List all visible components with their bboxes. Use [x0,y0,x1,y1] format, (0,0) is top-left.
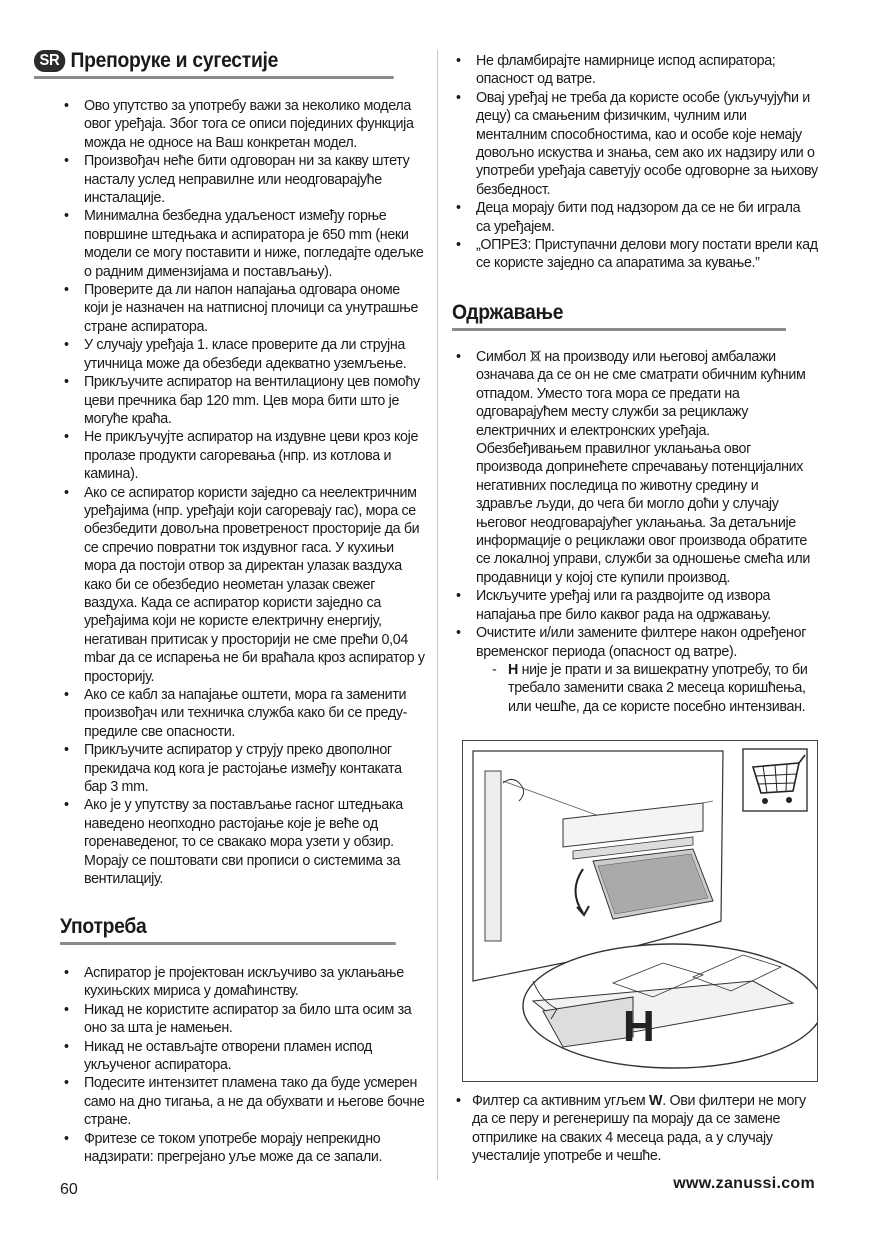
usage-list [60,964,425,1166]
language-badge: SR [34,50,65,72]
list-item: • Проверите да ли напон напајања одговара ономе који је назначен на натписној плочици са унутрашње стране аспиратора. [60,281,425,336]
section-title: Употреба [60,915,147,938]
list-item: • Произвођач неће бити одговоран ни за какву штету насталу услед неправилне или неодговарајуће инсталације. [60,152,425,207]
list-item: • Аспиратор је пројектован искључиво за уклањање кухињских мириса у домаћинству. [60,964,425,1001]
maintenance-list [452,348,818,716]
list-item: • Минимална безбедна удаљеност између горње површине штедњака и аспиратора је 650 mm (неки модели се могу поставити и ниже, погледајте одељке о радним димензијама и постављању). [60,207,425,281]
list-item [452,1092,818,1166]
section-heading-maintenance [452,300,786,331]
section-title: Препоруке и сугестије [70,49,279,72]
list-item: • Не фламбирајте намирнице испод аспиратора; опасност од ватре. [452,52,818,89]
list-item: • Прикључите аспиратор на вентилациону цев помоћу цеви пречника бар 120 mm. Цев мора бити што је могуће краћа. [60,373,425,428]
list-item: • Подесите интензитет пламена тако да буде усмерен само на дно тигања, а не да обухвати и његове бочне стране. [60,1074,425,1129]
sub-item-text: није је прати и за вишекратну употребу, то би требало заменити свака 2 месеца коришћења, или чешће, да се користе посебно интензиван. [508,661,808,715]
list-item: • Искључите уређај или га раздвојите од извора напајања пре било каквог рада на одржавању. [452,587,818,624]
sub-item-w-filter [452,1092,818,1166]
section-heading-usage [60,914,396,945]
list-item: • Прикључите аспиратор у струју преко двополног прекидача код кога је растојање између контаката бар 3 mm. [60,741,425,796]
section-heading-recommendations [34,48,394,79]
sub-item-h-filter [488,661,818,716]
page-number: 60 [60,1181,78,1198]
list-item: • „ОПРЕЗ: Приступачни делови могу постати врели кад се користе заједно са апаратима за кување.” [452,236,818,273]
filter-illustration [462,740,818,1082]
list-item [452,348,818,587]
hood-underside-oval [523,944,817,1068]
list-item: • Никад не користите аспиратор за било шта осим за оно за шта је намењен. [60,1001,425,1038]
list-item: • Никад не остављајте отворени пламен испод укљученог аспиратора. [60,1038,425,1075]
list-item: • Не прикључујте аспиратор на издувне цеви кроз које пролазе продукти сагоревања (нпр. из котлова и камина). [60,428,425,483]
item-text: на производу или његовој амбалажи означава да се он не сме сматрати обичним кућним отпадом. Уместо тога мора се предати на одговарајућем месту служби за рециклажу електричних и електронских уређаја. Обезбеђивањем правилног уклањања овог производа допринећете спречавању потенцијалних негативних последица по животну средину и здравље људи, до чега би могло доћи у случају његовог неодговарајућег уклањања. За детаљније информације о рециклажи овог производа обратите се локалној управи, служби за одношење смећа или продавници у којој сте купили производ. [476,349,810,586]
list-item: • Овај уређај не треба да користе особе (укључујући и децу) са смањеним физичким, чулним или менталним способностима, као и особе које немају довољно искуства и знања, сем ако их надзиру или о употреби уређаја саветују особе одговорне за њихову безбедност. [452,89,818,199]
list-item: • У случају уређаја 1. класе проверите да ли струјна утичница може да обезбеди адекватно уземљење. [60,336,425,373]
hood-filter-drawing [463,741,817,1081]
crossed-bin-icon [530,350,541,362]
sub-item-text: Филтер са активним угљем [472,1093,650,1109]
list-item: • Деца морају бити под надзором да се не би играла са уређајем. [452,199,818,236]
list-item: • Фритезе се током употребе морају непрекидно надзирати: прегрејано уље може да се запали. [60,1130,425,1167]
sub-item-text: . Ови филтери не могу да се перу и регенеришу па морају да се замене отприлике на сваких 4 месеца рада, а у случају учесталије употребе и чешће. [472,1093,806,1165]
shopping-cart-icon [743,749,807,811]
section-title: Одржавање [452,301,564,324]
list-item: • Ако се кабл за напајање оштети, мора га заменити произвођач или техничка служба како би се преду-предиле све опасности. [60,686,425,741]
filter-h-label: H [623,1002,655,1051]
list-item [452,624,818,716]
bold-label: W [649,1093,663,1109]
carbon-filter-note [452,1092,818,1166]
website-link[interactable]: www.zanussi.com [673,1175,815,1192]
usage-continued-list [452,52,818,273]
list-item: • Ако се аспиратор користи заједно са неелектричним уређајима (нпр. уређаји који сагоревају гас), мора се обезбедити довољна проветреност просторије да би се спречио повратни ток издувног гаса. У кухињи мора да постоји отвор за директан улазак ваздуха како би се обезбедио неометан улазак свежег ваздуха. Када се аспиратор користи заједно са уређајима који не користе електричну енергију, негативан притисак у просторији не сме прећи 0,04 mbar да се испарења не би враћала кроз аспиратор у просторију. [60,484,425,686]
list-item: • Ово упутство за употребу важи за неколико модела овог уређаја. Због тога се описи појединих функција можда не односе на Ваш конкретан модел. [60,97,425,152]
bold-label: H [508,661,518,678]
item-text: Симбол [476,349,527,365]
column-divider [437,50,438,1180]
item-text: Очистите и/или замените филтере након одређеног временског периода (опасност од ватре). [476,625,807,660]
list-item: • Ако је у упутству за постављање гасног штедњака наведено неопходно растојање које је веће од горенаведеног, то се свакако мора узети у обзир. Морају се поштовати сви прописи о системима за вентилацију. [60,796,425,888]
recommendations-list [60,97,425,888]
